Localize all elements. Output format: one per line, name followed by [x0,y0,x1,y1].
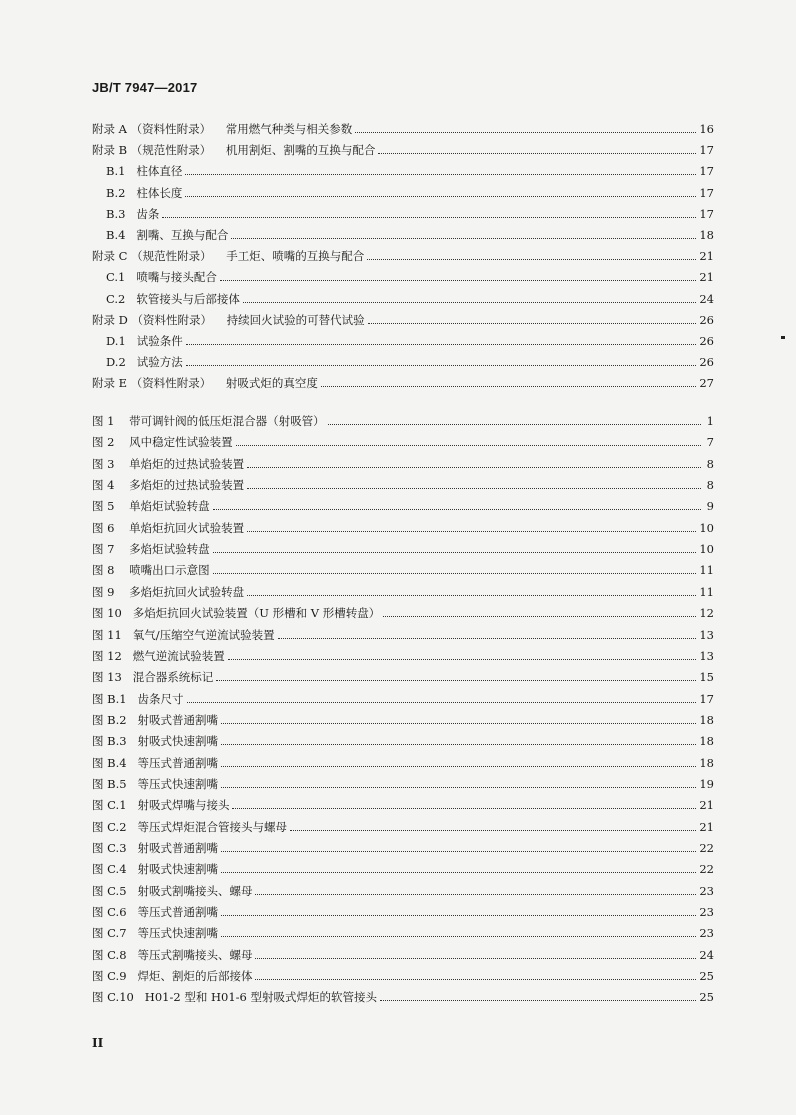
dot-leader [228,659,697,660]
toc-entry-title: B.3 齿条 [106,206,160,221]
toc-entry-page: 22 [699,841,714,855]
toc-entry-page: 17 [699,164,714,179]
toc-entry-page: 18 [699,734,714,749]
toc-entry[interactable] [92,118,714,136]
toc-entry-title: 附录 D （资料性附录） 持续回火试验的可替代试验 [92,312,365,327]
toc-entry-title: B.1 柱体直径 [106,164,183,179]
toc-entry[interactable] [106,351,714,369]
toc-entry-title: 图 C.6 等压式普通割嘴 [92,905,218,920]
toc-entry-page: 11 [699,563,714,578]
toc-entry-title: 图 6 单焰炬抗回火试验装置 [92,520,245,535]
dot-leader [220,280,697,281]
toc-entry[interactable] [106,330,714,348]
dot-leader [278,638,697,639]
toc-entry[interactable] [92,645,714,663]
toc-entry-page: 8 [706,478,714,493]
toc-entry-title: 附录 A （资料性附录） 常用燃气种类与相关参数 [92,122,353,136]
toc-entry-title: B.2 柱体长度 [106,185,183,200]
toc-entry-page: 17 [699,691,714,706]
dot-leader [213,509,701,510]
dot-leader [247,531,696,532]
toc-entry-page: 25 [699,990,714,1005]
toc-entry[interactable] [92,922,714,940]
dot-leader [221,766,696,767]
dot-leader [236,445,701,446]
toc-entry-title: 图 7 多焰炬试验转盘 [92,542,210,557]
toc-entry[interactable] [92,559,714,577]
toc-entry-page: 17 [699,185,714,200]
toc-entry-page: 17 [699,206,714,221]
toc-entry-title: 附录 B （规范性附录） 机用割炬、割嘴的互换与配合 [92,143,376,158]
toc-entry[interactable] [92,453,714,471]
toc-entry-page: 8 [706,456,714,471]
toc-entry-page: 12 [699,606,714,621]
toc-entry-title: C.1 喷嘴与接头配合 [106,270,217,285]
toc-entry[interactable] [106,160,714,178]
toc-entry-page: 23 [699,905,714,920]
toc-entry[interactable] [92,581,714,599]
dot-leader [321,386,697,387]
dot-leader [368,323,697,324]
toc-entry[interactable] [92,139,714,157]
dot-leader [187,702,697,703]
toc-entry-page: 19 [699,776,714,791]
toc-entry-page: 17 [699,143,714,158]
toc-entry-title: 图 C.10 H01-2 型和 H01-6 型射吸式焊炬的软管接头 [92,990,377,1005]
dot-leader [247,467,701,468]
toc-entry[interactable] [92,816,714,834]
dot-leader [383,616,696,617]
toc-entry-page: 27 [699,376,714,391]
toc-entry-title: 图 5 单焰炬试验转盘 [92,499,210,514]
toc-entry[interactable] [92,752,714,770]
dot-leader [380,1000,696,1001]
toc-entry[interactable] [92,538,714,556]
toc-entry-page: 21 [699,270,714,285]
toc-entry-title: 图 3 单焰炬的过热试验装置 [92,456,245,471]
toc-entry-title: 图 10 多焰炬抗回火试验装置（U 形槽和 V 形槽转盘） [92,606,381,621]
toc-entry[interactable] [106,266,714,284]
dot-leader [247,488,701,489]
toc-entry-page: 18 [699,712,714,727]
toc-entry[interactable] [92,688,714,706]
dot-leader [213,552,697,553]
toc-entry-page: 24 [699,947,714,962]
toc-entry-title: 图 B.3 射吸式快速割嘴 [92,734,219,749]
dot-leader [243,302,697,303]
toc-entry[interactable] [92,372,714,390]
toc-entry-title: 图 C.5 射吸式割嘴接头、螺母 [92,883,253,898]
scan-mark [781,336,785,339]
toc-entry-title: 图 4 多焰炬的过热试验装置 [92,478,245,493]
toc-entry-page: 18 [699,228,714,242]
toc-entry[interactable] [92,880,714,898]
dot-leader [247,595,696,596]
toc-entry-page: 13 [699,648,714,663]
toc-entry-title: 图 C.4 射吸式快速割嘴 [92,862,218,877]
toc-entry[interactable] [106,203,714,221]
dot-leader [221,872,696,873]
dot-leader [216,680,696,681]
dot-leader [221,915,696,916]
toc-entry-title: 图 8 喷嘴出口示意图 [92,563,210,578]
dot-leader [185,174,696,175]
toc-entry[interactable] [92,858,714,876]
toc-entry-title: 图 13 混合器系统标记 [92,670,214,685]
toc-entry[interactable] [92,517,714,535]
dot-leader [221,936,696,937]
toc-entry-page: 21 [699,798,714,813]
toc-entry[interactable] [92,944,714,962]
toc-entry[interactable] [92,901,714,919]
toc-entry-title: C.2 软管接头与后部接体 [106,291,240,306]
toc-entry-title: D.1 试验条件 [106,334,183,348]
dot-leader [255,979,696,980]
toc-entry-page: 26 [699,312,714,327]
toc-entry-page: 18 [699,755,714,770]
toc-entry[interactable] [92,309,714,327]
toc-entry-title: 附录 E （资料性附录） 射吸式炬的真空度 [92,376,318,391]
toc-entry-title: 图 B.5 等压式快速割嘴 [92,776,219,791]
dot-leader [355,132,696,133]
toc-entry-title: 图 B.2 射吸式普通割嘴 [92,712,219,727]
toc-entry[interactable] [92,431,714,449]
toc-entry-title: 图 C.3 射吸式普通割嘴 [92,841,218,855]
dot-leader [255,958,696,959]
toc-entry-page: 24 [699,291,714,306]
toc-entry-page: 22 [699,862,714,877]
toc-entry-page: 11 [699,584,714,599]
dot-leader [221,787,696,788]
toc-entry[interactable] [92,410,714,428]
dot-leader [213,573,697,574]
toc-entry[interactable] [106,288,714,306]
dot-leader [290,830,696,831]
toc-entry[interactable] [92,794,714,812]
toc-entry-page: 26 [699,355,714,370]
toc-entry-title: 图 C.9 焊炬、割炬的后部接体 [92,969,253,984]
dot-leader [221,851,696,852]
toc-entry-page: 16 [699,122,714,136]
toc-entry[interactable] [92,965,714,983]
toc-entry[interactable] [92,245,714,263]
toc-entry-page: 21 [699,249,714,264]
toc-entry-title: 图 B.1 齿条尺寸 [92,691,184,706]
toc-entry-page: 21 [699,819,714,834]
toc-entry-page: 9 [706,499,714,514]
toc-entry-page: 25 [699,969,714,984]
dot-leader [232,808,696,809]
toc-entry-title: 图 12 燃气逆流试验装置 [92,648,225,663]
toc-entry-page: 23 [699,926,714,941]
toc-entry-title: 图 C.7 等压式快速割嘴 [92,926,218,941]
dot-leader [378,153,696,154]
toc-entry-title: 图 C.2 等压式焊炬混合管接头与螺母 [92,819,287,834]
toc-entry-title: 图 1 带可调针阀的低压炬混合器（射吸管） [92,414,325,428]
dot-leader [185,196,696,197]
toc-entry[interactable] [92,709,714,727]
toc-entry-title: 图 2 风中稳定性试验装置 [92,435,233,450]
document-code-header: JB/T 7947—2017 [92,80,198,95]
toc-entry-title: 图 9 多焰炬抗回火试验转盘 [92,584,245,599]
toc-entry-title: 图 C.1 射吸式焊嘴与接头 [92,798,230,813]
dot-leader [186,365,697,366]
toc-entry[interactable] [92,730,714,748]
toc-entry-page: 13 [699,627,714,642]
dot-leader [221,744,696,745]
page-number-footer: II [92,1036,104,1050]
toc-entry-page: 10 [699,542,714,557]
toc-entry-title: D.2 试验方法 [106,355,183,370]
toc-entry-page: 15 [699,670,714,685]
dot-leader [231,238,696,239]
toc-entry[interactable] [106,224,714,242]
toc-entry[interactable] [92,666,714,684]
toc-entry[interactable] [106,182,714,200]
dot-leader [221,723,696,724]
toc-entry[interactable] [92,773,714,791]
dot-leader [162,217,696,218]
toc-entry-page: 23 [699,883,714,898]
toc-entry[interactable] [92,474,714,492]
toc-entry-title: B.4 割嘴、互换与配合 [106,228,229,242]
toc-entry-page: 1 [706,414,714,428]
dot-leader [255,894,696,895]
toc-entry[interactable] [92,495,714,513]
toc-entry-title: 附录 C （规范性附录） 手工炬、喷嘴的互换与配合 [92,249,365,264]
toc-entry-page: 10 [699,520,714,535]
dot-leader [186,344,697,345]
toc-entry[interactable] [92,602,714,620]
toc-entry-page: 7 [706,435,714,450]
toc-entry[interactable] [92,837,714,855]
toc-entry-page: 26 [699,334,714,348]
toc-entry-title: 图 C.8 等压式割嘴接头、螺母 [92,947,253,962]
dot-leader [367,259,696,260]
toc-entry-title: 图 11 氧气/压缩空气逆流试验装置 [92,627,275,642]
toc-entry-title: 图 B.4 等压式普通割嘴 [92,755,219,770]
dot-leader [328,424,701,425]
toc-entry[interactable] [92,986,714,1004]
toc-entry[interactable] [92,624,714,642]
